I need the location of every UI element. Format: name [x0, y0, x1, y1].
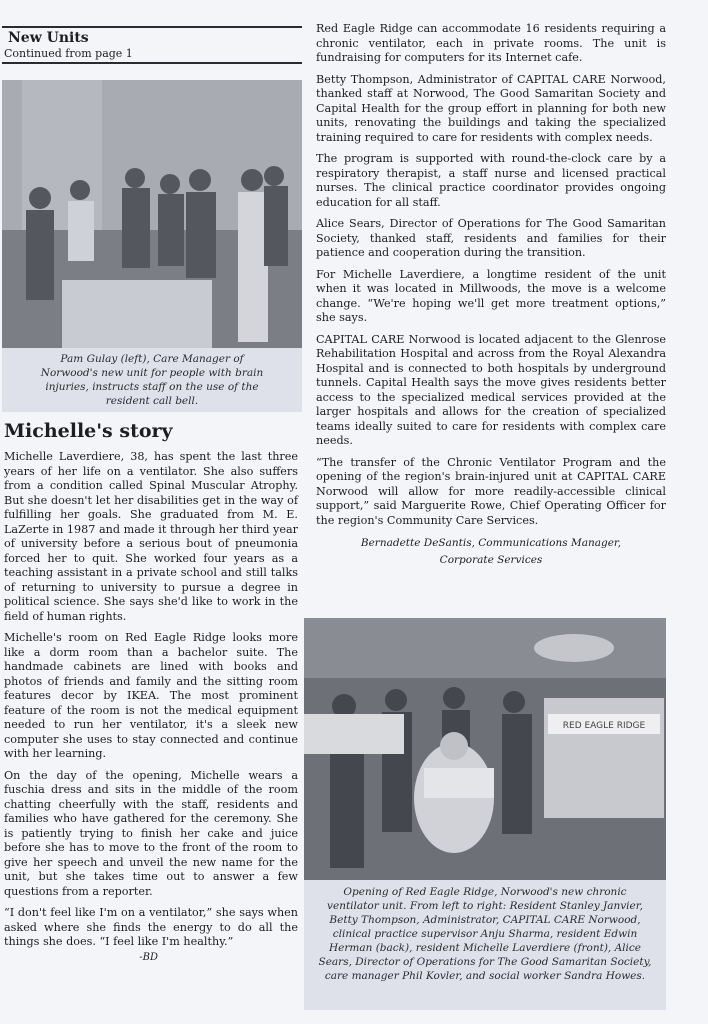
byline-department: Corporate Services — [439, 554, 543, 566]
article-paragraph: The program is supported with round-the-clock care by a respiratory therapist, a staff nurse and licensed practical nurses. The clinical practice coordinator provides ongoing education for all staff. — [316, 152, 666, 209]
story-paragraph: On the day of the opening, Michelle wears a fuschia dress and sits in the middle of the room chatting cheerfully with the staff, residents and families who have gathered for the ceremony. She is patiently trying to finish her cake and juice before she has to move to the front of the room to give her speech and unveil the new name for the unit, but she takes time out to answer a few questions from a reporter. — [4, 768, 298, 898]
story-body — [4, 450, 298, 963]
story-signature: -BD — [139, 951, 158, 963]
story-paragraph: “I don't feel like I'm on a ventilator,” she says when asked where she finds the energy to do all the things she does. “I feel like I'm healthy.” — [4, 906, 298, 948]
story-paragraph: Michelle's room on Red Eagle Ridge looks more like a dorm room than a bachelor suite. The handmade cabinets are lined with books and photos of friends and family and the sitting room features decor by IKEA. The most prominent feature of the room is not the medical equipment needed to run her ventilator, it's a sleek new computer she uses to stay connected and continue with her learning. — [4, 631, 298, 760]
story-heading: Michelle's story — [4, 420, 173, 442]
header-rule-bottom — [2, 62, 302, 64]
article-paragraph: “The transfer of the Chronic Ventilator Program and the opening of the region's brain-injured unit at CAPITAL CARE Norwood will allow for more readily-accessible clinical support,” said Marguerite Rowe, Chief Operating Officer for the region's Community Care Services. — [316, 455, 666, 527]
byline-name: Bernadette DeSantis, Communications Manager, — [360, 537, 622, 549]
article-paragraph: For Michelle Laverdiere, a longtime resident of the unit when it was located in Millwoods, the move is a welcome change. “We're hoping we'll get more treatment options,” she says. — [316, 267, 666, 324]
photo-unit-opening — [304, 618, 666, 880]
photo-staff-training-caption — [2, 348, 302, 412]
article-paragraph: Red Eagle Ridge can accommodate 16 residents requiring a chronic ventilator, each in private rooms. The unit is fundraising for computers for its Internet cafe. — [316, 22, 666, 64]
story-paragraph: Michelle Laverdiere, 38, has spent the last three years of her life on a ventilator. She also suffers from a condition called Spinal Muscular Atrophy. But she doesn't let her disabilities get in the way of fulfilling her goals. She graduated from M. E. LaZerte in 1987 and made it through her third year of university before a serious bout of pneumonia forced her to quit. She worked four years as a teaching assistant in a private school and still talks of returning to university to pursue a degree in political science. She says she'd like to work in the field of human rights. — [4, 450, 298, 623]
photo-staff-training-graphic — [2, 80, 302, 348]
article-paragraph: CAPITAL CARE Norwood is located adjacent to the Glenrose Rehabilitation Hospital and across from the Royal Alexandra Hospital and is connected to both hospitals by underground tunnels. Capital Health says the move gives residents better access to the specialized medical services provided at the larger hospitals and allows for the creation of specialized teams ideally suited to care for residents with complex care needs. — [316, 332, 666, 447]
caption-text: Opening of Red Eagle Ridge, Norwood's new chronic ventilator unit. From left to right: Resident Stanley Janvier, Betty Thompson, Administrator, CAPITAL CARE Norwood, clinical practice supervisor Anju Sharma, resident Edwin Herman (back), resident Michelle Laverdiere (front), Alice Sears, Director of Operations for The Good Samaritan Society, care manager Phil Kovler, and social worker Sandra Howes. — [318, 886, 652, 982]
header-rule-top — [2, 26, 302, 28]
article-byline — [316, 535, 666, 569]
caption-text: Pam Gulay (left), Care Manager of Norwood's new unit for people with brain injuries, instructs staff on the use of the resident call bell. — [40, 353, 264, 407]
section-title: New Units — [8, 30, 89, 46]
article-paragraph: Alice Sears, Director of Operations for The Good Samaritan Society, thanked staff, residents and families for their patience and cooperation during the transition. — [316, 217, 666, 259]
photo-staff-training — [2, 80, 302, 348]
photo-unit-opening-graphic — [304, 618, 666, 880]
article-right-column — [316, 22, 666, 569]
photo-unit-opening-caption — [304, 880, 666, 1010]
article-paragraph: Betty Thompson, Administrator of CAPITAL CARE Norwood, thanked staff at Norwood, The Good Samaritan Society and Capital Health for the group effort in planning for both new units, renovating the buildings and taking the specialized training required to care for residents with complex needs. — [316, 72, 666, 144]
continued-note: Continued from page 1 — [4, 47, 133, 60]
unit-sign-text: RED EAGLE RIDGE — [562, 721, 646, 731]
